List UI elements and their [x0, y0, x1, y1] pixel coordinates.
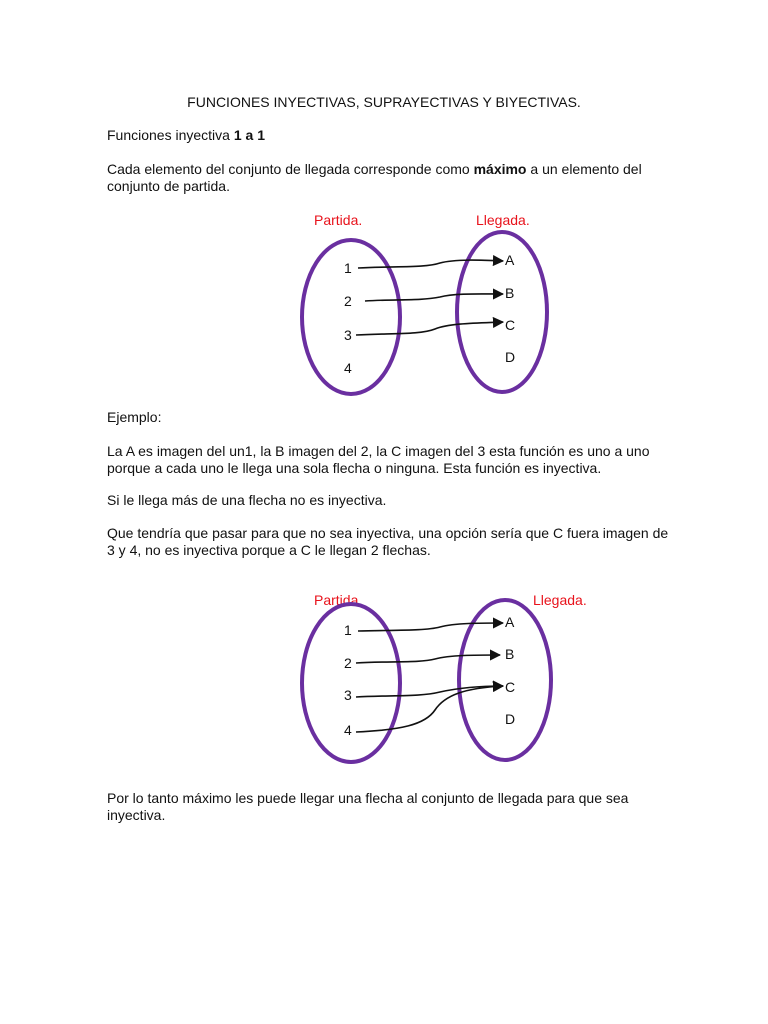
- diagram2-domain-element: 1: [344, 622, 352, 638]
- definition-text-after: a un elemento del conjunto de partida.: [107, 161, 642, 194]
- diagram1-domain-element: 4: [344, 360, 352, 376]
- diagram2-domain-element: 3: [344, 687, 352, 703]
- diagram1-codomain-label: Llegada.: [476, 212, 530, 228]
- section-heading-bold: 1 a 1: [233, 127, 265, 143]
- diagram2-arrow-1-a: [358, 623, 503, 631]
- section-heading: [107, 127, 667, 144]
- counterexample-paragraph: Que tendría que pasar para que no sea inyectiva, una opción sería que C fuera imagen de 3 y 4, no es inyectiva porque a C le llegan 2 flechas.: [107, 525, 669, 558]
- diagram2-codomain-label: Llegada.: [533, 592, 587, 608]
- diagram1-codomain-element: A: [505, 252, 515, 268]
- diagram1-domain-element: 2: [344, 293, 352, 309]
- diagram2-domain-element: 2: [344, 655, 352, 671]
- page-title: FUNCIONES INYECTIVAS, SUPRAYECTIVAS Y BIYECTIVAS.: [187, 94, 581, 110]
- definition-text-before: Cada elemento del conjunto de llegada corresponde como: [107, 161, 474, 177]
- definition-bold: máximo: [473, 161, 527, 177]
- diagram2-codomain-element: A: [505, 614, 515, 630]
- example-label: Ejemplo:: [107, 409, 162, 425]
- section-heading-text: Funciones inyectiva: [107, 127, 234, 143]
- diagram2-mapping: [0, 600, 768, 770]
- diagram2-codomain-element: C: [505, 679, 516, 695]
- diagram1-codomain-ellipse: [457, 232, 547, 392]
- diagram1-arrow-2-b: [365, 294, 503, 301]
- diagram2-arrow-4-c: [356, 686, 503, 732]
- explanation-paragraph: La A es imagen del un1, la B imagen del 2, la C imagen del 3 esta función es uno a uno porque a cada uno le llega una sola flecha o ninguna. Esta función es inyectiva.: [107, 443, 650, 476]
- diagram2-codomain-element: D: [505, 711, 516, 727]
- definition-paragraph: [107, 161, 667, 195]
- diagram2-codomain-element: B: [505, 646, 515, 662]
- diagram1-codomain-element: B: [505, 285, 515, 301]
- diagram1-arrow-1-a: [358, 260, 503, 268]
- diagram2-domain-label: Partida.: [314, 592, 363, 608]
- conclusion-paragraph: Por lo tanto máximo les puede llegar una flecha al conjunto de llegada para que sea inyectiva.: [107, 790, 629, 823]
- diagram1-domain-element: 3: [344, 327, 352, 343]
- diagram1-mapping: [0, 230, 768, 405]
- diagram2-domain-element: 4: [344, 722, 352, 738]
- rule-paragraph: Si le llega más de una flecha no es inyectiva.: [107, 492, 387, 508]
- diagram1-domain-element: 1: [344, 260, 352, 276]
- diagram1-arrow-3-c: [356, 322, 503, 335]
- diagram1-codomain-element: C: [505, 317, 516, 333]
- diagram1-domain-label: Partida.: [314, 212, 363, 228]
- diagram2-arrow-2-b: [356, 655, 500, 663]
- diagram1-codomain-element: D: [505, 349, 516, 365]
